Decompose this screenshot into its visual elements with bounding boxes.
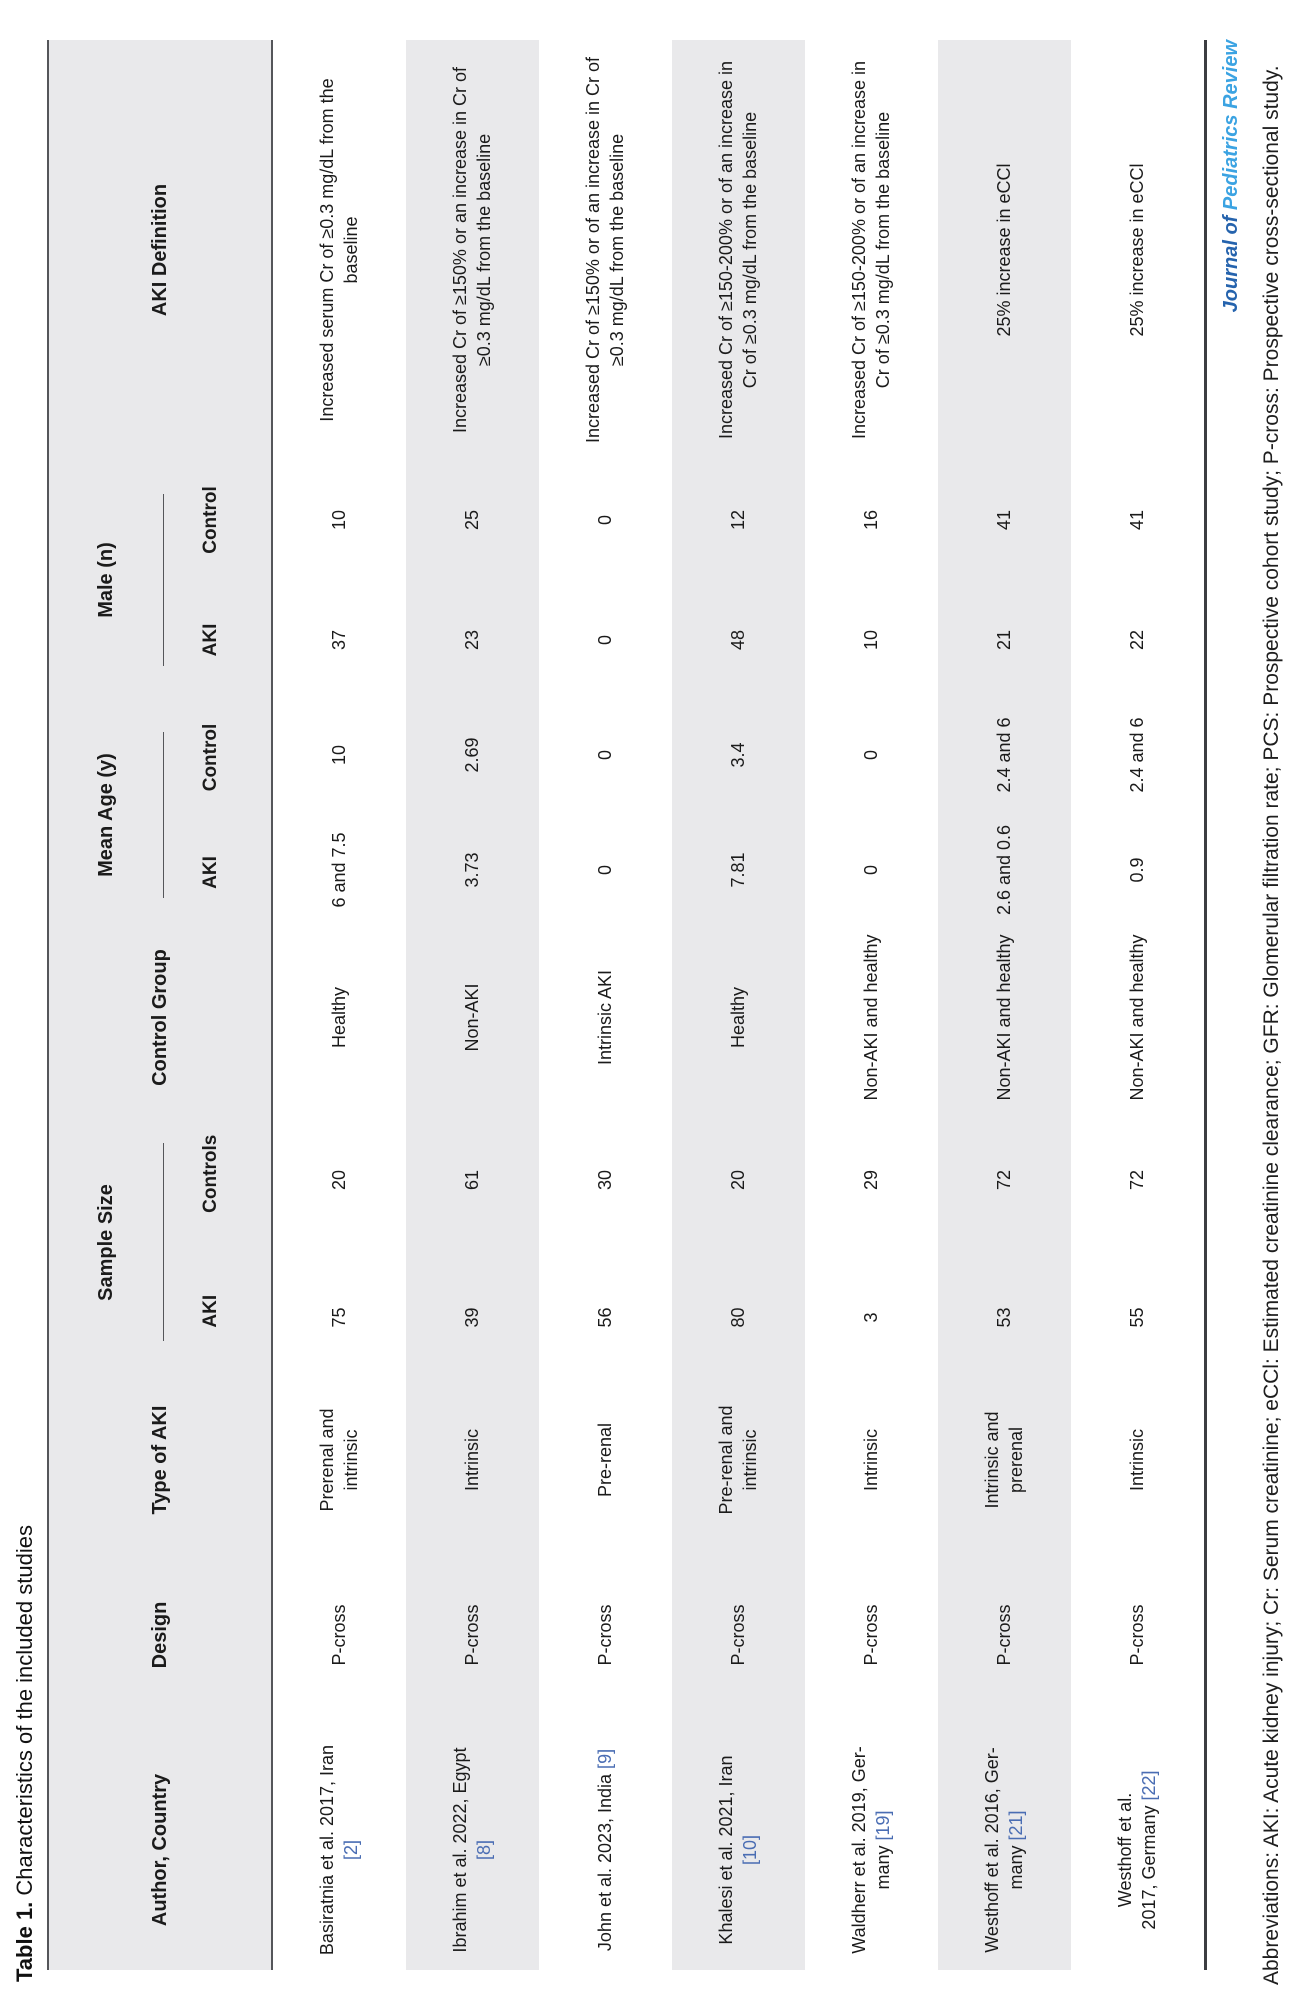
cell-sample-size-aki: 56 [594,1307,615,1328]
table-row [406,40,539,1970]
cell-author-country [672,1730,805,1970]
cell-male-control: 0 [594,515,615,526]
author-text: Waldherr et al. 2019, Ger- [849,1746,870,1954]
journal-name-part2: Pediatrics Review [1220,40,1242,211]
abbreviations-note: Abbreviations: AKI: Acute kidney injury; Cr: Serum creatinine; eCCl: Estimated creatinine clearance; GFR: Glomerular filtration rate; PCS: Prospective cohort study; P-cross: Prospective cross-sectional study. [1260,65,1283,1985]
cell-control-group: Intrinsic AKI [594,969,615,1066]
cell-author-country [539,1730,672,1970]
citation-link[interactable]: [21] [1005,1810,1026,1841]
cell-mean-age-control: 0 [860,750,881,761]
cell-control-group: Non-AKI [461,983,482,1052]
col-header-author-country: Author, Country [148,1773,171,1927]
cell-design: P-cross [461,1604,482,1666]
cell-control-group: Healthy [328,986,349,1049]
table-title-text: Characteristics of the included studies [12,1525,37,1896]
author-text: many [872,1840,893,1890]
cell-sample-size-aki: 55 [1126,1307,1147,1328]
citation-link[interactable]: [2] [340,1840,361,1861]
author-text: Ibrahim et al. 2022, Egypt [450,1747,471,1953]
col-header-control-group: Control Group [148,949,171,1086]
cell-control-group: Non-AKI and healthy [1126,934,1147,1101]
cell-male-control: 25 [461,509,482,531]
col-header-mean-age-aki: AKI [199,856,221,889]
table-title [12,1525,38,1982]
cell-author-country [938,1730,1071,1970]
table-row [938,40,1071,1970]
citation-link[interactable]: [10] [739,1834,760,1866]
col-group-mean-age [49,700,271,930]
cell-male-aki: 48 [727,629,748,651]
cell-sample-size-controls: 30 [594,1169,615,1191]
col-header-mean-age-control: Control [199,723,221,792]
cell-type-of-aki: Intrinsic [1126,1429,1147,1492]
author-text: Basiratnia et al. 2017, Iran [317,1744,338,1956]
cell-mean-age-aki: 0 [594,865,615,876]
author-text: Westhoff et al. 2016, Ger- [982,1747,1003,1953]
cell-type-of-aki: Pre-renal and intrinsic [716,1405,760,1515]
cell-sample-size-controls: 20 [727,1169,748,1191]
cell-aki-definition: Increased Cr of ≥150-200% or of an increase in Cr of ≥0.3 mg/dL from the baseline [716,60,760,440]
cell-author-country [273,1730,406,1970]
cell-aki-definition: 25% increase in eCCl [993,163,1014,337]
author-text: many [1005,1840,1026,1890]
cell-sample-size-controls: 61 [461,1169,482,1191]
table-number-label: Table 1. [12,1901,37,1982]
table-row [539,40,672,1970]
cell-aki-definition: 25% increase in eCCl [1126,163,1147,337]
table-header-row [49,40,273,1970]
table-body [273,40,1204,1970]
cell-type-of-aki: Intrinsic [860,1429,881,1492]
cell-mean-age-aki: 0.9 [1126,857,1147,883]
cell-sample-size-controls: 29 [860,1169,881,1191]
cell-male-aki: 22 [1126,629,1147,651]
table-row [672,40,805,1970]
col-group-male [49,460,271,700]
cell-sample-size-controls: 72 [993,1169,1014,1191]
cell-author-country [1071,1730,1204,1970]
cell-mean-age-aki: 0 [860,865,881,876]
cell-aki-definition: Increased Cr of ≥150% or an increase in Cr of ≥0.3 mg/dL from the baseline [450,66,494,434]
cell-mean-age-control: 10 [328,744,349,766]
col-header-type-of-aki: Type of AKI [148,1405,171,1515]
cell-design: P-cross [328,1604,349,1666]
col-header-male-control: Control [199,486,221,554]
cell-mean-age-control: 2.4 and 6 [1126,717,1147,793]
author-text: 2017, Germany [1138,1800,1159,1930]
journal-name-part1: Journal of [1220,215,1242,313]
cell-mean-age-aki: 6 and 7.5 [328,832,349,908]
cell-male-control: 10 [328,509,349,531]
cell-design: P-cross [594,1604,615,1666]
citation-link[interactable]: [9] [594,1748,615,1769]
cell-male-control: 41 [993,509,1014,531]
cell-type-of-aki: Prerenal and intrinsic [317,1408,361,1512]
cell-male-control: 41 [1126,509,1147,531]
cell-sample-size-aki: 80 [727,1307,748,1328]
cell-design: P-cross [727,1604,748,1666]
cell-mean-age-control: 0 [594,750,615,761]
citation-link[interactable]: [22] [1138,1770,1159,1801]
table-row [805,40,938,1970]
cell-sample-size-controls: 72 [1126,1169,1147,1191]
col-group-sample-size [49,1105,271,1380]
cell-design: P-cross [993,1604,1014,1666]
col-header-male-aki: AKI [199,623,221,657]
table-row [1071,40,1204,1970]
cell-sample-size-aki: 75 [328,1307,349,1328]
table-row [273,40,406,1970]
col-header-sample-controls: Controls [199,1134,221,1213]
cell-control-group: Non-AKI and healthy [860,934,881,1101]
studies-table [47,40,1207,1970]
cell-male-aki: 23 [461,629,482,651]
col-header-design: Design [148,1601,171,1669]
cell-author-country [805,1730,938,1970]
col-header-sample-aki: AKI [199,1294,221,1328]
cell-male-control: 12 [727,509,748,531]
author-text: Khalesi et al. 2021, Iran [716,1755,737,1945]
cell-sample-size-aki: 39 [461,1307,482,1328]
cell-mean-age-aki: 2.6 and 0.6 [993,824,1014,916]
citation-link[interactable]: [19] [872,1810,893,1841]
col-header-sample-size: Sample Size [49,1105,164,1380]
cell-sample-size-aki: 53 [993,1307,1014,1328]
author-text: John et al. 2023, India [594,1768,615,1952]
cell-design: P-cross [1126,1604,1147,1666]
journal-name [1220,40,1243,1970]
cell-mean-age-aki: 7.81 [727,852,748,888]
cell-mean-age-control: 2.69 [461,737,482,773]
cell-male-aki: 10 [860,629,881,651]
cell-mean-age-control: 2.4 and 6 [993,717,1014,793]
cell-aki-definition: Increased serum Cr of ≥0.3 mg/dL from the baseline [317,78,361,422]
cell-male-aki: 21 [993,629,1014,651]
cell-aki-definition: Increased Cr of ≥150% or of an increase in Cr of ≥0.3 mg/dL from the baseline [583,56,627,444]
author-text: Westhoff et al. [1115,1792,1136,1908]
cell-male-aki: 0 [594,635,615,646]
col-header-aki-definition: AKI Definition [148,183,171,317]
cell-design: P-cross [860,1604,881,1666]
cell-sample-size-aki: 3 [860,1312,881,1323]
cell-male-control: 16 [860,509,881,531]
cell-author-country [406,1730,539,1970]
cell-mean-age-aki: 3.73 [461,852,482,888]
cell-type-of-aki: Intrinsic [461,1429,482,1492]
cell-type-of-aki: Intrinsic and prerenal [982,1411,1026,1509]
cell-mean-age-control: 3.4 [727,742,748,768]
citation-link[interactable]: [8] [473,1840,494,1861]
cell-aki-definition: Increased Cr of ≥150-200% or of an increase in Cr of ≥0.3 mg/dL from the baseline [849,60,893,440]
cell-male-aki: 37 [328,629,349,651]
cell-sample-size-controls: 20 [328,1169,349,1191]
cell-control-group: Non-AKI and healthy [993,934,1014,1101]
col-header-mean-age: Mean Age (y) [49,700,164,930]
cell-type-of-aki: Pre-renal [594,1422,615,1498]
cell-control-group: Healthy [727,986,748,1049]
col-header-male: Male (n) [49,460,164,700]
